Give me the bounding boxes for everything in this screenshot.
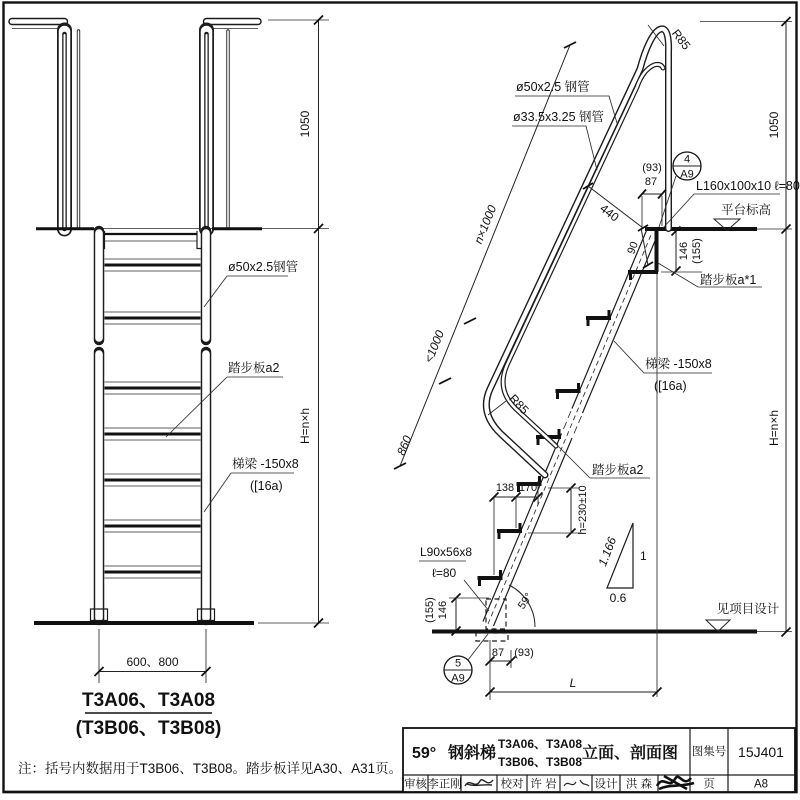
view-title-line2: (T3B06、T3B08) — [75, 718, 222, 739]
tread-row — [105, 312, 201, 324]
label-top-angle: L160x100x10 ℓ=80 — [696, 179, 800, 193]
dim-top-drop-alt: (155) — [691, 238, 703, 264]
angle-annotation — [509, 585, 535, 627]
tread-lines — [105, 259, 201, 578]
left-view-title — [76, 690, 222, 739]
dim-width: 600、800 — [126, 655, 179, 669]
tread-row — [105, 259, 201, 271]
dim-span: L — [569, 676, 577, 690]
detail-bubble-bottom — [444, 634, 488, 685]
dim-bottom-offset-alt: (93) — [514, 647, 534, 659]
stringer-label-right — [614, 341, 712, 393]
label-top-tread: 踏步板a*1 — [700, 273, 757, 287]
proofreader-label: 校对 — [500, 778, 524, 791]
width-dimension — [95, 629, 211, 683]
label-tread-left: 踏步板a2 — [228, 361, 280, 375]
designer-name: 洪 森 — [625, 778, 653, 791]
label-stringer-right: 梯梁 -150x8 — [645, 357, 712, 371]
right-section-view — [394, 17, 800, 700]
dim-1050-right: 1050 — [767, 111, 781, 139]
slope-run: 0.6 — [609, 591, 627, 605]
ladder-feet — [91, 609, 215, 621]
reviewer-name: 李正刚 — [427, 778, 462, 791]
page-label: 页 — [703, 778, 715, 791]
title-suffix: 立面、剖面图 — [582, 745, 679, 762]
slope-triangle — [595, 523, 647, 605]
label-mid-rail-pipe: ø33.5x3.25 钢管 — [513, 110, 605, 124]
title-angle: 59° — [412, 745, 437, 762]
sheet-frame — [3, 3, 797, 793]
angle-59: 59° — [515, 591, 536, 612]
label-tread-right: 踏步板a2 — [592, 463, 644, 477]
tread-row — [105, 382, 201, 394]
label-stringer-left-alt: ([16a) — [250, 479, 283, 493]
label-bottom-angle-1: L90x56x8 — [420, 545, 473, 559]
slope-hypotenuse: 1.166 — [595, 535, 620, 569]
detail-bottom-number: 5 — [454, 657, 462, 670]
ground-level-mark — [706, 601, 780, 632]
right-view-height-dimensions — [700, 17, 792, 637]
label-stringer-left: 梯梁 -150x8 — [232, 457, 299, 471]
bottom-drop-dimension — [424, 594, 489, 636]
top-tread-label — [658, 263, 762, 287]
dim-bottom-offset: 87 — [491, 647, 505, 659]
sheet-note: 注：括号内数据用于T3B06、T3B08。踏步板详见A30、A31页。 — [18, 761, 403, 776]
base-offset-dimension — [486, 640, 534, 700]
dim-top-offset-alt: (93) — [642, 162, 662, 174]
label-ground-level: 见项目设计 — [716, 602, 780, 616]
dim-1050-left: 1050 — [298, 110, 312, 138]
designer-label: 设计 — [594, 778, 618, 791]
title-codes-1: T3A06、T3A08 — [497, 737, 583, 751]
ladder-stringers — [99, 231, 206, 620]
title-block — [403, 728, 795, 792]
atlas-number: 15J401 — [738, 744, 784, 760]
tread-row — [105, 428, 201, 440]
title-main: 钢斜梯 — [448, 745, 497, 762]
slope-rise: 1 — [640, 549, 647, 563]
detail-top-page: A9 — [680, 168, 694, 181]
tread-row — [105, 474, 201, 486]
label-stringer-right-alt: ([16a) — [654, 379, 687, 393]
detail-bottom-page: A9 — [451, 672, 465, 685]
dim-H-right: H=n×h — [767, 409, 781, 447]
title-codes-2: T3B06、T3B08 — [497, 755, 583, 769]
span-dimension — [486, 676, 662, 697]
left-elevation-view — [12, 16, 329, 740]
dim-run-rest: <1000 — [421, 328, 448, 365]
tread-row — [105, 520, 201, 532]
inclined-stringer — [483, 231, 658, 627]
section-treads — [478, 310, 612, 586]
dim-440: 440 — [597, 201, 622, 225]
view-title-line1: T3A06、T3A08 — [81, 690, 216, 711]
reviewer-label: 审核 — [404, 778, 427, 791]
dim-tread-run1: 138 — [495, 482, 515, 494]
label-rail-pipe-left: ø50x2.5钢管 — [228, 260, 299, 274]
platform-level-mark — [714, 202, 771, 231]
dim-H-left: H=n×h — [298, 407, 312, 445]
label-bottom-angle-2: ℓ=80 — [432, 566, 457, 580]
page-number: A8 — [753, 778, 769, 791]
label-platform-level: 平台标高 — [720, 203, 772, 217]
dim-bottom-drop: 146 — [437, 600, 449, 620]
label-rail-pipe-right: ø50x2.5 钢管 — [516, 80, 590, 94]
dim-tread-run2: 170 — [518, 482, 538, 494]
proofreader-name: 许 岩 — [530, 778, 557, 791]
dim-90: 90 — [625, 240, 641, 256]
left-view-height-dimensions — [258, 16, 329, 628]
atlas-label: 图集号 — [691, 746, 727, 758]
dim-run-main: n×1000 — [471, 203, 500, 246]
dim-run-bottom: 860 — [394, 433, 415, 458]
tread-label-right — [552, 440, 650, 478]
handrail-top-right — [207, 22, 259, 29]
dim-top-offset: 87 — [644, 176, 658, 188]
radius-bottom-label: R85 — [506, 391, 532, 418]
detail-top-number: 4 — [683, 153, 691, 166]
dim-bottom-drop-alt: (155) — [424, 597, 436, 623]
tread-row — [105, 566, 201, 578]
handrail-top-left — [12, 22, 65, 29]
dim-riser: h=230±10 — [577, 485, 589, 535]
radius-top-label: R85 — [668, 26, 694, 53]
dim-top-drop: 146 — [678, 241, 690, 261]
